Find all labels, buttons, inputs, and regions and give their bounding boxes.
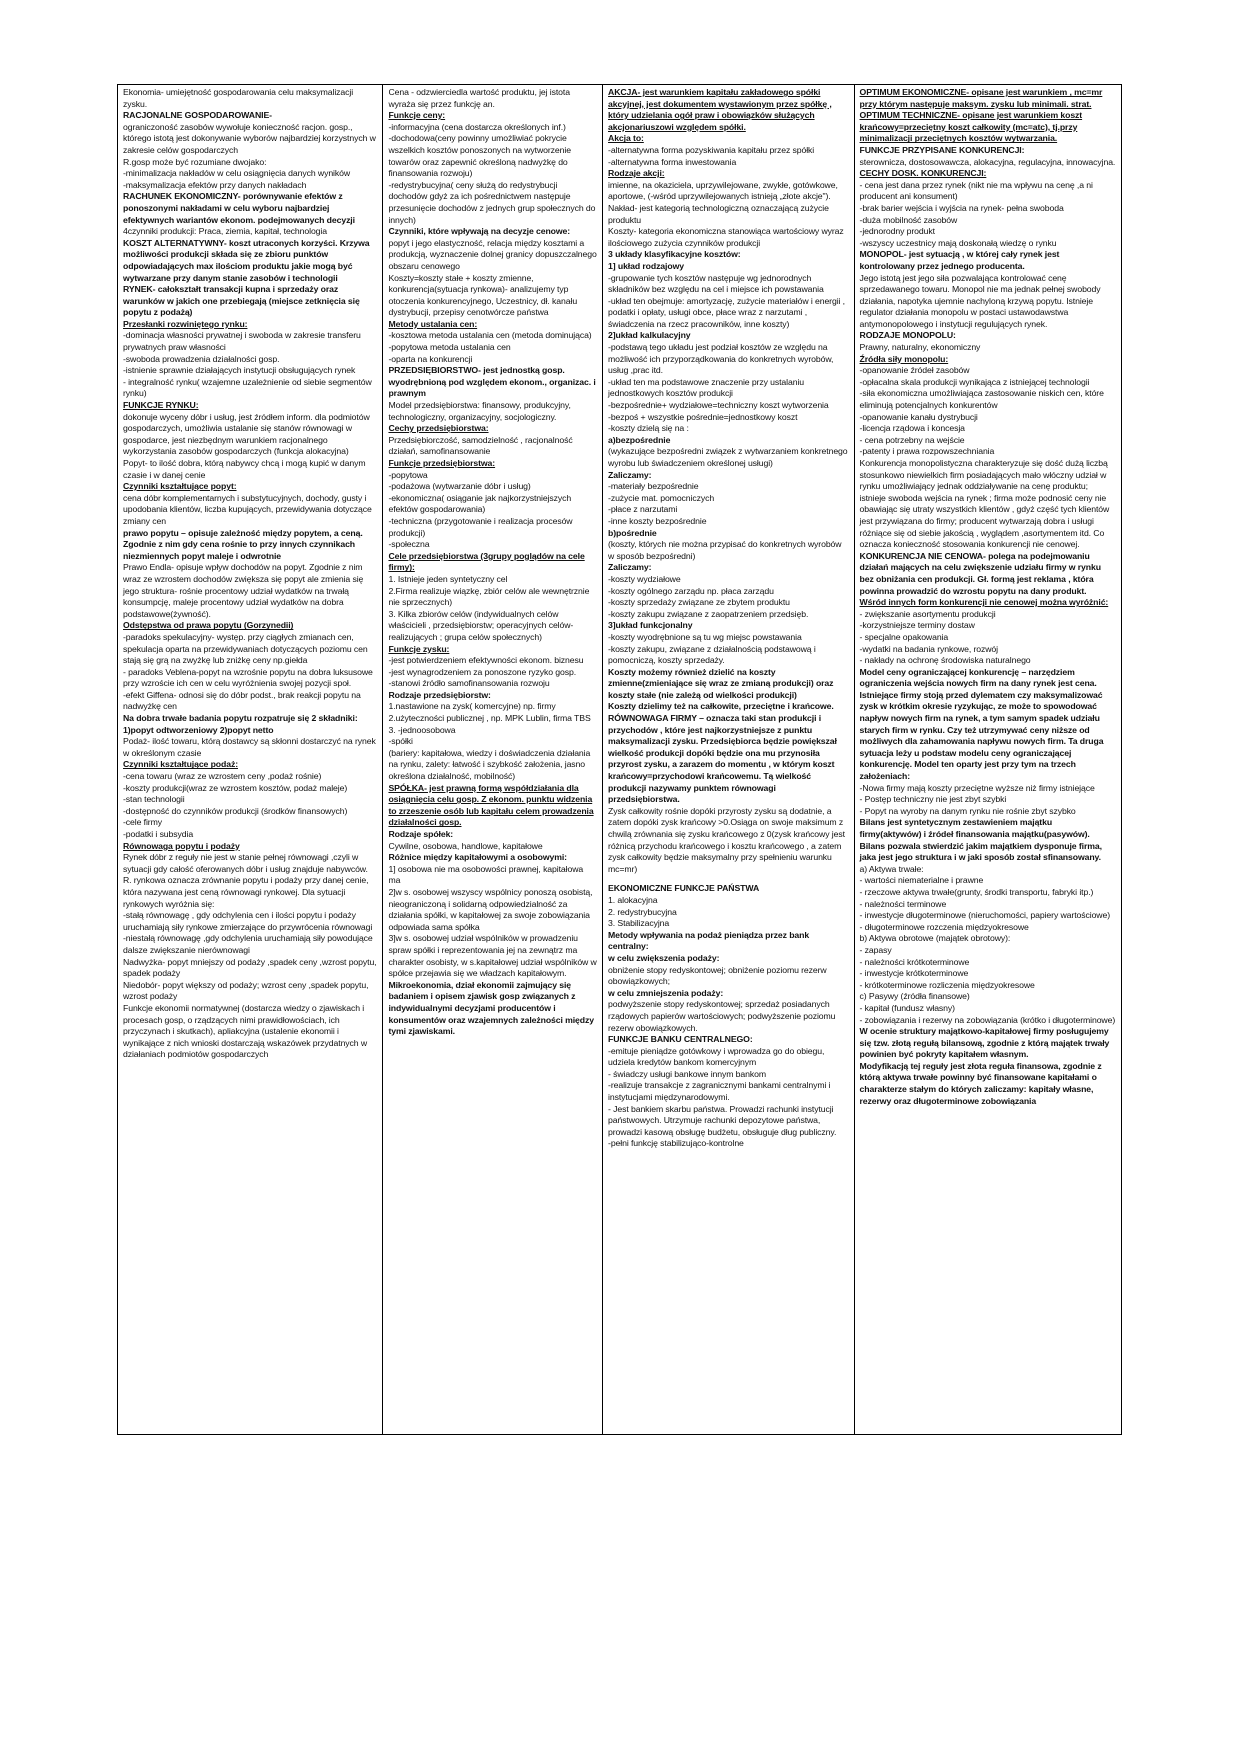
note-paragraph: -alternatywna forma inwestowania xyxy=(608,156,737,167)
note-paragraph: 3. Stabilizacyjna xyxy=(608,918,670,929)
note-paragraph: Funkcje zysku: xyxy=(388,643,450,654)
note-paragraph: 3. -jednoosobowa xyxy=(388,724,456,735)
note-paragraph: Wśród innych form konkurencji nie cenowej można wyróżnić: xyxy=(859,597,1109,608)
note-paragraph: Cechy przedsiębiorstwa: xyxy=(388,423,489,434)
note-paragraph: - cena potrzebny na wejście xyxy=(859,434,965,445)
note-paragraph: -koszty ogólnego zarządu np. płaca zarządu xyxy=(608,585,774,596)
note-paragraph: FUNKCJE RYNKU: xyxy=(123,400,199,411)
note-paragraph: MONOPOL- jest sytuacją , w której cały rynek jest kontrolowany przez jednego producenta. xyxy=(859,249,1060,271)
note-paragraph: Przedsiębiorczość, samodzielność , racjonalność działań, samofinansowanie xyxy=(388,434,573,457)
note-paragraph: -koszty produkcji(wraz ze wzrostem kosztów, podaż maleje) xyxy=(123,782,348,793)
note-paragraph: - specjalne opakowania xyxy=(859,631,949,642)
note-paragraph: Równowaga popytu i podaży xyxy=(123,840,240,851)
note-paragraph: R.gosp może być rozumiane dwojako: xyxy=(123,156,267,167)
note-paragraph: -siła ekonomiczna umożliwiająca zastosowanie niskich cen, które eliminują potencjalnych konkurentów xyxy=(859,388,1104,411)
note-paragraph: -korzystniejsze terminy dostaw xyxy=(859,620,975,631)
note-paragraph: -jest potwierdzeniem efektywności ekonom. biznesu xyxy=(388,655,584,666)
note-paragraph: -maksymalizacja efektów przy danych nakładach xyxy=(123,179,307,190)
note-paragraph: -minimalizacja nakładów w celu osiągnięcia danych wyników xyxy=(123,168,351,179)
note-paragraph: 2.użyteczności publicznej , np. MPK Lublin, firma TBS xyxy=(388,713,591,724)
note-paragraph: -wszyscy uczestnicy mają doskonałą wiedzę o rynku xyxy=(859,237,1057,248)
notes-table xyxy=(117,84,1122,1435)
note-paragraph: Podaż- ilość towaru, którą dostawcy są skłonni dostarczyć na rynek w określonym czasie xyxy=(123,736,376,758)
note-paragraph: RODZAJE MONOPOLU: xyxy=(859,330,956,341)
note-paragraph: -jednorodny produkt xyxy=(859,226,935,237)
note-paragraph: Rodzaje przedsiębiorstw: xyxy=(388,689,491,700)
note-paragraph: - wartości niematerialne i prawne xyxy=(859,875,984,886)
note-paragraph: -zużycie mat. pomocniczych xyxy=(608,492,715,503)
note-paragraph: -istnienie sprawnie działających instytucji obsługujących rynek xyxy=(123,365,356,376)
note-paragraph: -realizuje transakcje z zagranicznymi bankami centralnymi i instytucjami międzynarodowymi. xyxy=(608,1080,831,1103)
note-paragraph: - krótkoterminowe rozliczenia międzyokresowe xyxy=(859,979,1035,990)
note-paragraph: 2. redystrybucyjna xyxy=(608,906,677,917)
note-paragraph: Prawo Endla- opisuje wpływ dochodów na popyt. Zgodnie z nim wraz ze wzrostem dochodów zwiększa się popyt ale zmienia się jego struktura- rośnie procentowy udział wydatków na trwałą konsumpcję, maleje procentowy udział wydatków na dobra podstawowe(żywność). xyxy=(123,562,364,619)
note-paragraph: dokonuje wyceny dóbr i usług, jest źródłem inform. dla podmiotów gospodarczych, umożliwia ustalanie się stanów równowagi w gospodarce, jest niezbędnym warunkiem racjonalnego wykorzystania zasobów gospodarczych (funkcja alokacyjna) xyxy=(123,411,370,457)
note-paragraph: Metody wpływania na podaż pieniądza przez bank centralny: xyxy=(608,929,810,952)
note-paragraph: EKONOMICZNE FUNKCJE PAŃSTWA xyxy=(608,883,760,894)
notes-column-4 xyxy=(855,85,1121,1434)
note-paragraph: -koszty dzielą się na : xyxy=(608,423,689,434)
note-paragraph: -społeczna xyxy=(388,539,430,550)
note-paragraph: Niedobór- popyt większy od podaży; wzrost ceny ,spadek popytu, wzrost podaży xyxy=(123,979,369,1002)
note-paragraph: RACJONALNE GOSPODAROWANIE- xyxy=(123,110,272,121)
note-paragraph: - kapitał (fundusz własny) xyxy=(859,1002,955,1013)
note-paragraph: - świadczy usługi bankowe innym bankom xyxy=(608,1068,766,1079)
note-paragraph: RÓWNOWAGA FIRMY – oznacza taki stan produkcji i przychodów , które jest najkorzystniejsze z punktu maksymalizacji zysku. Przedsiębiorca będzie powiększał wielkość produkcji dopóki będzie ona mu przynosiła przyrost zysku, a zarazem do momentu , w którym koszt krańcowy=przychodowi krańcowemu. Tą wielkość produkcji nazywamy punktem równowagi przedsiębiorstwa. xyxy=(608,713,837,805)
note-paragraph: - Postęp techniczny nie jest zbyt szybki xyxy=(859,794,1007,805)
note-paragraph: 1. alokacyjna xyxy=(608,894,658,905)
note-paragraph: -koszty zakupu związane z zaopatrzeniem przedsięb. xyxy=(608,608,809,619)
note-paragraph: Odstępstwa od prawa popytu (Gorzynedii) xyxy=(123,620,294,631)
note-paragraph: Modyfikacją tej reguły jest złota reguła finansowa, zgodnie z którą aktywa trwałe powinny być finansowane kapitałami o charakterze stałym do których zaliczamy: kapitały własne, rezerwy oraz długoterminowe zobowiązania xyxy=(859,1060,1102,1106)
note-paragraph: -kosztowa metoda ustalania cen (metoda dominująca) xyxy=(388,330,592,341)
note-paragraph: 3. Kilka zbiorów celów (indywidualnych celów właścicieli , przedsiębiorstw; operacyjnych celów-realizujących ; grupa celów społecznych) xyxy=(388,608,574,642)
note-paragraph: Konkurencja monopolistyczna charakteryzuje się dość dużą liczbą stosunkowo niewielkich firm posiadających mało włóczny udział w rynku umożliwiający jednak oddziaływanie na cenę produktu; istnieje swoboda wejścia na rynek ; firma może podnosić ceny nie obawiając się utraty wszystkich klientów , gdyż część tych klientów jest przywiązana do firmy; producent wytwarzają dobra i usługi różniące się od siebie jakością , wyglądem ,asortymentem itd. Co oznacza konieczność stosowania konkurencji nie cenowej. xyxy=(859,458,1110,550)
note-paragraph: FUNKCJE BANKU CENTRALNEGO: xyxy=(608,1034,753,1045)
note-paragraph: Rynek dóbr z reguły nie jest w stanie pełnej równowagi ,czyli w sytuacji gdy całość oferowanych dóbr i usług znajduje nabywców. R. rynkowa oznacza zrównanie popytu i podaży przy danej cenie, która nazywana jest ceną równowagi rynkowej. Dla sytuacji rynkowych wyróżnia się: xyxy=(123,852,369,909)
note-paragraph: (koszty, których nie można przypisać do konkretnych wyrobów w sposób bezpośredni) xyxy=(608,539,842,561)
note-paragraph: - Popyt na wyroby na danym rynku nie rośnie zbyt szybko xyxy=(859,805,1076,816)
note-paragraph: w celu zwiększenia podaży: xyxy=(608,952,720,963)
note-paragraph: 2.Firma realizuje wiązkę, zbiór celów ale wewnętrznie nie sprzecznych) xyxy=(388,585,590,608)
note-paragraph: - długoterminowe rozczenia międzyokresowe xyxy=(859,921,1029,932)
note-paragraph: KOSZT ALTERNATYWNY- koszt utraconych korzyści. Krzywa możliwości produkcji składa się ze zbioru punktów odpowiadających max ilościom produktu jakie mogą być wytwarzane przy danym stanie zasobów i technologii xyxy=(123,237,370,283)
note-paragraph: Prawny, naturalny, ekonomiczny xyxy=(859,342,981,353)
note-paragraph: -opłacalna skala produkcji wynikająca z istniejącej technologii xyxy=(859,376,1090,387)
note-paragraph: 3 układy klasyfikacyjne kosztów: xyxy=(608,249,741,260)
note-paragraph: - należności terminowe xyxy=(859,898,947,909)
note-paragraph: -dochodowa(ceny powinny umożliwiać pokrycie wszelkich kosztów ponoszonych na wytworzenie towarów oraz zapewnić określoną nadwyżkę do finansowania rozwoju) xyxy=(388,133,571,179)
note-paragraph: -dostępność do czynników produkcji (środków finansowych) xyxy=(123,805,348,816)
note-paragraph: Różnice między kapitałowymi a osobowymi: xyxy=(388,852,567,863)
note-paragraph: Popyt- to ilość dobra, którą nabywcy chcą i mogą kupić w danym czasie i w danej cenie xyxy=(123,458,366,480)
note-paragraph: Nadwyżka- popyt mniejszy od podaży ,spadek ceny ,wzrost popytu, spadek podaży xyxy=(123,956,377,979)
note-paragraph: podwyższenie stopy redyskontowej; sprzedaż posiadanych rządowych papierów wartościowych; podwyższenie poziomu rezerw obowiązkowych. xyxy=(608,999,836,1033)
note-paragraph: -wydatki na badania rynkowe, rozwój xyxy=(859,643,998,654)
note-paragraph: -koszty sprzedaży związane ze zbytem produktu xyxy=(608,597,790,608)
note-paragraph: FUNKCJE PRZYPISANE KONKURENCJI: xyxy=(859,144,1025,155)
note-paragraph: Czynniki kształtujące podaż: xyxy=(123,759,238,770)
note-paragraph: 1.nastawione na zysk( komercyjne) np. firmy xyxy=(388,701,556,712)
note-paragraph: -alternatywna forma pozyskiwania kapitału przez spółki xyxy=(608,144,815,155)
note-paragraph: Zaliczamy: xyxy=(608,469,652,480)
note-paragraph: Akcja to: xyxy=(608,133,644,144)
note-paragraph: - zapasy xyxy=(859,944,892,955)
note-paragraph: -grupowanie tych kosztów następuje wg jednorodnych składników bez względu na cel i miejsce ich powstawania xyxy=(608,272,824,295)
note-paragraph: -brak barier wejścia i wyjścia na rynek- pełna swoboda xyxy=(859,202,1064,213)
note-paragraph: -popytowa xyxy=(388,469,428,480)
note-paragraph: -redystrybucyjna( ceny służą do redystrybucji dochodów gdyż za ich pośrednictwem następuje przesunięcie dochodów z jednych grup społecznych do innych) xyxy=(388,179,596,225)
note-paragraph: 1. Istnieje jeden syntetyczny cel xyxy=(388,573,508,584)
note-paragraph: OPTIMUM EKONOMICZNE- opisane jest warunkiem , mc=mr przy którym następuje maksym. zysku lub minimali. strat. xyxy=(859,87,1103,109)
note-paragraph: - paradoks Veblena-popyt na wzrośnie popytu na dobra luksusowe przy wzroście ich cen w celu wyróżnienia swojej pozycji społ. xyxy=(123,666,373,689)
note-paragraph: -stan technologii xyxy=(123,794,185,805)
notes-column-3 xyxy=(603,85,855,1434)
note-paragraph: -licencja rządowa i koncesja xyxy=(859,423,965,434)
note-paragraph: RACHUNEK EKONOMICZNY- porównywanie efektów z ponoszonymi nakładami w celu wyboru najbardziej efektywnych wariantów ekonom. podejmowanych decyzji xyxy=(123,191,355,225)
note-paragraph: -informacyjna (cena dostarcza określonych inf.) xyxy=(388,121,566,132)
note-paragraph: -bezpośrednie+ wydziałowe=techniczny koszt wytworzenia xyxy=(608,400,829,411)
note-paragraph: Zysk całkowity rośnie dopóki przyrosty zysku są dodatnie, a zatem dopóki zysk krańcowy >0.Osiąga on swoje maksimum z chwilą zrównania się zysku krańcowego z 0(zysk krańcowy jest różnicą przychodu krańcowego i kosztu krańcowego , a zatem zysk całkowity będzie maksymalny przy spełnieniu warunku mc=mr) xyxy=(608,805,845,874)
note-paragraph: CECHY DOSK. KONKURENCJI: xyxy=(859,168,987,179)
note-paragraph: Koszty dzielimy też na całkowite, przeciętne i krańcowe. xyxy=(608,701,834,712)
note-paragraph: - nakłady na ochronę środowiska naturalnego xyxy=(859,655,1031,666)
note-paragraph: Koszty- kategoria ekonomiczna stanowiąca wartościowy wyraz ilościowego zużycia czynników produkcji xyxy=(608,226,844,248)
note-paragraph: - integralność rynku( wzajemne uzależnienie od siebie segmentów rynku) xyxy=(123,376,372,399)
notes-column-2 xyxy=(383,85,603,1434)
note-paragraph: -układ ten obejmuje: amortyzację, zużycie materiałów i energii , podatki i opłaty, usługi obce, płace wraz z narzutami , świadczenia na rzecz pracowników, inne koszty) xyxy=(608,295,845,329)
note-paragraph: imienne, na okaziciela, uprzywilejowane, zwykłe, gotówkowe, aportowe, (-wśród uprzywilejowanych istnieją „złote akcje"). xyxy=(608,179,838,202)
note-paragraph: 2]układ kalkulacyjny xyxy=(608,330,691,341)
note-paragraph: -opanowanie źródeł zasobów xyxy=(859,365,970,376)
note-paragraph: - zwiększanie asortymentu produkcji xyxy=(859,608,996,619)
note-paragraph: -dominacja własności prywatnej i swoboda w zakresie transferu prywatnych praw własności xyxy=(123,330,361,353)
note-paragraph: Cywilne, osobowa, handlowe, kapitałowe xyxy=(388,840,543,851)
note-paragraph: -podatki i subsydia xyxy=(123,829,194,839)
note-paragraph: popyt i jego elastyczność, relacja między kosztami a produkcją, wyznaczenie dolnej granicy dopuszczalnego obszaru cenowego xyxy=(388,237,597,271)
note-paragraph: -inne koszty bezpośrednie xyxy=(608,515,707,526)
note-paragraph: SPÓŁKA- jest prawną formą współdziałania dla osiągnięcia celu gosp. Z ekonom. punktu widzenia to zrzeszenie osób lub kapitału celem prowadzenia działalności gosp. xyxy=(388,782,594,828)
note-paragraph: Jego istotą jest jego siła pozwalająca kontrolować cenę sprzedawanego towaru. Monopol nie ma jednak pełnej swobody działania, napotyka ujemnie nachyloną krzywą popytu. Istnieje regulator działania monopolu w postaci ustawodawstwa antymonopolowego i instytucji regulujących rynek. xyxy=(859,272,1101,329)
note-paragraph: -swoboda prowadzenia działalności gosp. xyxy=(123,353,280,364)
note-paragraph: W ocenie struktury majątkowo-kapitałowej firmy posługujemy się tzw. złotą regułą bilansową, zgodnie z którą majątek trwały powinien być pokryty kapitałem własnym. xyxy=(859,1026,1110,1060)
note-paragraph: ograniczoność zasobów wywołuje konieczność racjon. gosp., którego istotą jest dokonywanie wyborów najbardziej korzystnych w zakresie celów gospodarczych xyxy=(123,121,376,155)
note-paragraph: w celu zmniejszenia podaży: xyxy=(608,987,724,998)
note-paragraph: - należności krótkoterminowe xyxy=(859,956,970,967)
note-paragraph: Cena - odzwierciedla wartość produktu, jej istota wyraża się przez funkcję an. xyxy=(388,87,570,109)
note-paragraph: -koszty zakupu, związane z działalnością podstawową i pomocniczą, koszty sprzedaży. xyxy=(608,643,816,666)
note-paragraph: Zaliczamy: xyxy=(608,562,652,573)
notes-column-1 xyxy=(118,85,383,1434)
note-paragraph: -cena towaru (wraz ze wzrostem ceny ,podaż rośnie) xyxy=(123,771,322,782)
note-paragraph: (wykazujące bezpośredni związek z wytwarzaniem konkretnego wyrobu lub świadczeniem określonej usługi) xyxy=(608,446,848,468)
note-paragraph: - inwestycje długoterminowe (nieruchomości, papiery wartościowe) xyxy=(859,910,1110,921)
note-paragraph: 2]w s. osobowej wszyscy wspólnicy ponoszą osobistą, nieograniczoną i solidarną odpowiedzialność za działania spółki, w kapitałowej za swoje zobowiązania odpowiada sama spółka xyxy=(388,886,593,932)
note-paragraph: -koszty wydziałowe xyxy=(608,573,681,584)
note-paragraph: -spółki xyxy=(388,736,413,747)
note-paragraph: Funkcje przedsiębiorstwa: xyxy=(388,458,496,468)
note-paragraph: -ekonomiczna( osiąganie jak najkorzystniejszych efektów gospodarowania) xyxy=(388,492,572,515)
note-paragraph: - inwestycje krótkoterminowe xyxy=(859,968,969,979)
note-paragraph: -pełni funkcję stabilizująco-kontrolne xyxy=(608,1138,744,1149)
note-paragraph: Mikroekonomia, dział ekonomii zajmujący się badaniem i opisem zjawisk gosp związanych z indywidualnymi decyzjami producentów i konsumentów oraz wzajemnych zależności między tymi zjawiskami. xyxy=(388,979,594,1037)
note-paragraph: Rodzaje akcji: xyxy=(608,168,665,179)
note-paragraph: -niestałą równowagę ,gdy odchylenia uruchamiają siły powodujące dalsze zwiększanie nierównowagi xyxy=(123,933,373,955)
note-paragraph: Przesłanki rozwiniętego rynku: xyxy=(123,318,248,329)
note-paragraph: - cena jest dana przez rynek (nikt nie ma wpływu na cenę ,a ni producent ani konsument) xyxy=(859,179,1093,202)
note-paragraph: KONKURENCJA NIE CENOWA- polega na podejmowaniu działań mających na celu zwiększenie udziału firmy w rynku bez obniżania cen produkcji. Gł. formą jest reklama , która powinna prowadzić do wzrostu popytu na dany produkt. xyxy=(859,550,1101,596)
note-paragraph: -Nowa firmy mają koszty przeciętne wyższe niż firmy istniejące xyxy=(859,782,1095,793)
note-paragraph: -emituje pieniądze gotówkowy i wprowadza go do obiegu, udziela kredytów bankom komercyjnym xyxy=(608,1045,825,1068)
note-paragraph: Nakład- jest kategorią technologiczną oznaczającą zużycie produktu xyxy=(608,202,829,225)
note-paragraph: PRZEDSIĘBIORSTWO- jest jednostką gosp. wyodrębnioną pod względem ekonom., organizac. i prawnym xyxy=(388,365,596,399)
note-paragraph: -techniczna (przygotowanie i realizacja procesów produkcji) xyxy=(388,515,573,538)
note-paragraph: -płace z narzutami xyxy=(608,504,678,515)
note-paragraph: Model przedsiębiorstwa: finansowy, produkcyjny, technologiczny, organizacyjny, socjologiczny. xyxy=(388,400,571,422)
note-paragraph: Na dobra trwałe badania popytu rozpatruje się 2 składniki: 1)popyt odtworzeniowy 2)popyt netto xyxy=(123,713,358,735)
note-paragraph: -duża mobilność zasobów xyxy=(859,214,958,225)
note-paragraph: -jest wynagrodzeniem za ponoszone ryzyko gosp. xyxy=(388,666,577,677)
note-paragraph: Cele przedsiębiorstwa (3grupy poglądów na cele firmy): xyxy=(388,550,585,573)
note-paragraph: -cele firmy xyxy=(123,817,162,828)
note-paragraph: -materiały bezpośrednie xyxy=(608,481,699,492)
note-paragraph: a)bezpośrednie xyxy=(608,434,671,445)
note-paragraph: -stanowi źródło samofinansowania rozwoju xyxy=(388,678,550,689)
note-paragraph: Metody ustalania cen: xyxy=(388,318,478,329)
note-paragraph: -efekt Giffena- odnosi się do dóbr podst., brak reakcji popytu na nadwyżkę cen xyxy=(123,689,361,712)
note-paragraph: obniżenie stopy redyskontowej; obniżenie poziomu rezerw obowiązkowych; xyxy=(608,964,827,987)
note-paragraph: Czynniki kształtujące popyt: xyxy=(123,481,237,492)
note-paragraph: c) Pasywy (źródła finansowe) xyxy=(859,991,970,1002)
note-paragraph: 1] układ rodzajowy xyxy=(608,260,684,271)
note-paragraph: Czynniki, które wpływają na decyzje cenowe: xyxy=(388,226,571,237)
note-paragraph: Rodzaje spółek: xyxy=(388,829,454,839)
note-paragraph: - zobowiązania i rezerwy na zobowiązania (krótko i długoterminowe) xyxy=(859,1014,1116,1025)
note-paragraph: -opanowanie kanału dystrybucji xyxy=(859,411,978,422)
note-paragraph: OPTIMUM TECHNICZNE- opisane jest warunkiem koszt krańcowy=przeciętny koszt całkowity (mc=atc), tj.przy minimalizacji przeciętnych kosztów wytwarzania. xyxy=(859,110,1083,144)
note-paragraph: Model ceny ograniczającej konkurencję – narzędziem ograniczenia wejścia nowych firm na dany rynek jest cena. Istniejące firmy stoją przed dylematem czy maksymalizować zysk w krótkim okresie ryzykując, ze może to spowodować napływ nowych firm na rynek, a tym samym spadek udziału starych firm w rynku. Czy też utrzymywać ceny niższe od możliwych dla zahamowania napływu nowych firm. Ta druga sytuacja leży u podstaw modelu ceny ograniczającej konkurencję. Model ten oparty jest przy tym na trzech założeniach: xyxy=(859,666,1104,782)
note-paragraph: -patenty i prawa rozpowszechniania xyxy=(859,446,995,457)
note-paragraph: Koszty możemy również dzielić na koszty zmienne(zmieniające się wraz ze zmianą produkcji) oraz koszty stałe (nie zależą od wielkości produkcji) xyxy=(608,666,834,700)
note-paragraph: 1] osobowa nie ma osobowości prawnej, kapitałowa ma xyxy=(388,863,584,886)
note-paragraph: AKCJA- jest warunkiem kapitału zakładowego spółki akcyjnej, jest dokumentem wystawionym przez spółkę , który udzielania ogół praw i obowiązków służących akcjonariuszowi względem spółki. xyxy=(608,87,832,132)
note-paragraph: cena dóbr komplementarnych i substytucyjnych, dochody, gusty i upodobania klientów, liczba kupujących, przewidywania dotyczące zmiany cen xyxy=(123,492,372,526)
note-paragraph: a) Aktywa trwałe: xyxy=(859,863,924,874)
note-paragraph: 4czynniki produkcji: Praca, ziemia, kapitał, technologia xyxy=(123,226,327,237)
note-paragraph: -układ ten ma podstawowe znaczenie przy ustalaniu jednostkowych kosztów produkcji xyxy=(608,376,805,399)
note-paragraph: -podażowa (wytwarzanie dóbr i usług) xyxy=(388,481,531,492)
note-paragraph: sterownicza, dostosowawcza, alokacyjna, regulacyjna, innowacyjna. xyxy=(859,156,1116,167)
note-paragraph: - rzeczowe aktywa trwałe(grunty, środki transportu, fabryki itp.) xyxy=(859,886,1094,897)
note-paragraph: Ekonomia- umiejętność gospodarowania celu maksymalizacji zysku. xyxy=(123,87,354,109)
note-paragraph: - Jest bankiem skarbu państwa. Prowadzi rachunki instytucji państwowych. Utrzymuje rachunki depozytowe państwa, prowadzi kasową obsługę budżetu, obsługuje dług publiczny. xyxy=(608,1103,837,1137)
note-paragraph: Funkcje ekonomii normatywnej (dostarcza wiedzy o zjawiskach i procesach gosp, o rządzących nimi prawidłowościach, ich przyczynach i skutkach), apliakcyjna (ustalenie ekonomii i wynikające z nich wnioski dostarczają wskazówek przydatnych w działaniach podmiotów gospodarczych xyxy=(123,1002,368,1060)
note-paragraph: Funkcje ceny: xyxy=(388,110,446,121)
note-paragraph: -bezpoś + wszystkie pośrednie=jednostkowy koszt xyxy=(608,411,798,422)
note-paragraph: Bilans jest syntetycznym zestawieniem majątku firmy(aktywów) i źródeł finansowania majątku(pasywów). Bilans pozwala stwierdzić jakim majątkiem dysponuje firma, jaka jest jego struktura i w jaki sposób został sfinansowany. xyxy=(859,817,1102,863)
note-paragraph: -koszty wyodrębnione są tu wg miejsc powstawania xyxy=(608,631,802,642)
note-paragraph: 3]układ funkcjonalny xyxy=(608,620,693,631)
note-paragraph: prawo popytu – opisuje zależność między popytem, a ceną. Zgodnie z nim gdy cena rośnie to przy innych czynnikach niezmiennych popyt maleje i odwrotnie xyxy=(123,527,363,561)
note-paragraph: -popytowa metoda ustalania cen xyxy=(388,342,511,353)
note-paragraph: Koszty=koszty stałe + koszty zmienne, konkurencja(sytuacja rynkowa)- analizujemy typ otoczenia konkurencyjnego, Uczestnicy, dł. kanału dystrybucji, przepisy cenotwórcze państwa xyxy=(388,272,578,318)
note-paragraph: -podstawą tego układu jest podział kosztów ze względu na możliwość ich przyporządkowania do konkretnych wyrobów, usług ,prac itd. xyxy=(608,342,834,376)
note-paragraph: -paradoks spekulacyjny- występ. przy ciągłych zmianach cen, spekulacja oparta na przewidywaniach dotyczących poziomu cen stają się grą na zwyżkę lub zniżkę ceny np.giełda xyxy=(123,631,368,666)
note-paragraph: Źródła siły monopolu: xyxy=(859,353,949,364)
note-paragraph: -stałą równowagę , gdy odchylenia cen i ilości popytu i podaży uruchamiają siły rynkowe zmierzające do przywrócenia równowagi xyxy=(123,910,373,932)
note-paragraph: (bariery: kapitałowa, wiedzy i doświadczenia działania na rynku, zalety: łatwość i szybkość założenia, jasno określona działalność, mobilność) xyxy=(388,747,591,782)
note-paragraph: RYNEK- całokształt transakcji kupna i sprzedaży oraz warunków w jakich one przebiegają (miejsce zetknięcia się popytu z podażą) xyxy=(123,284,360,318)
note-paragraph: b) Aktywa obrotowe (majątek obrotowy): xyxy=(859,933,1011,944)
note-paragraph: 3]w s. osobowej udział wspólników w prowadzeniu spraw spółki i reprezentowania jej na zewnątrz ma charakter osobisty, w s.kapitałowej udział wspólników w spółce przejawia się we władzach kapitałowym. xyxy=(388,933,597,979)
note-paragraph: -oparta na konkurencji xyxy=(388,353,473,364)
note-paragraph: b)pośrednie xyxy=(608,527,657,538)
